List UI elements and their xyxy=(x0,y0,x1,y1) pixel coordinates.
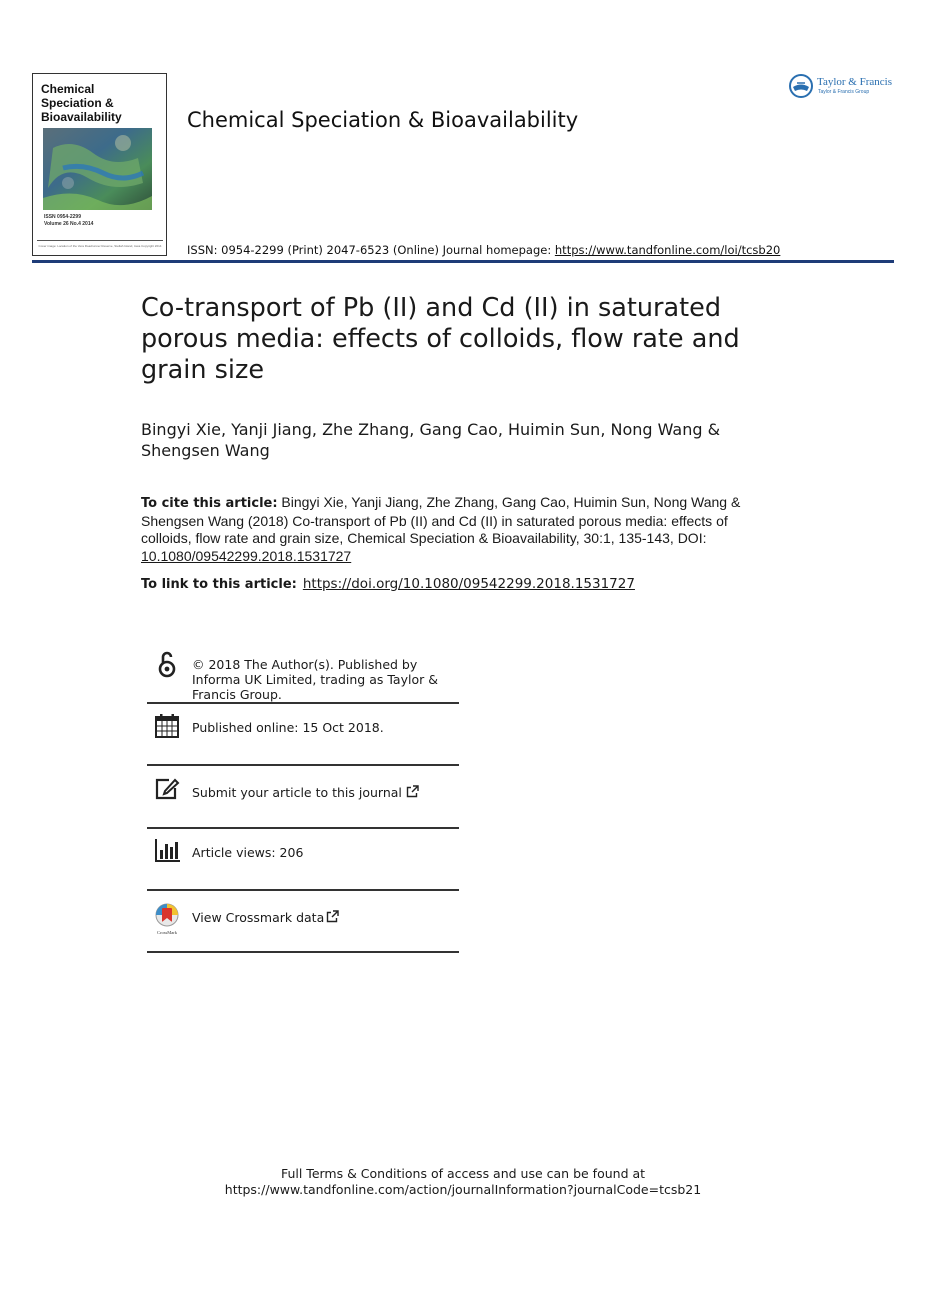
edit-icon xyxy=(153,775,181,803)
crossmark-caption: CrossMark xyxy=(157,930,177,935)
publisher-logo xyxy=(788,73,898,101)
cover-image xyxy=(43,128,152,282)
submit-label[interactable]: Submit your article to this journal xyxy=(192,785,402,800)
header-divider xyxy=(32,260,894,263)
article-title: Co-transport of Pb (II) and Cd (II) in saturated porous media: effects of colloids, flow rate and grain size xyxy=(141,293,740,385)
submit-text[interactable] xyxy=(192,785,467,800)
crossmark-label[interactable]: View Crossmark data xyxy=(192,910,325,925)
citation-label: To cite this article: xyxy=(141,496,278,511)
info-divider xyxy=(147,827,459,829)
crossmark-icon xyxy=(152,903,182,935)
cover-footnote: Cover image: Location of the Vera Roadrunner Reserve, Stellah Island, Iowa Copyright 2014 xyxy=(38,244,162,248)
article-doi-link[interactable]: https://doi.org/10.1080/09542299.2018.1531727 xyxy=(302,576,635,592)
info-divider xyxy=(147,889,459,891)
journal-name: Chemical Speciation & Bioavailability xyxy=(187,108,579,132)
open-access-row xyxy=(147,650,459,700)
journal-cover xyxy=(32,73,167,256)
cover-title-line: Bioavailability xyxy=(41,110,122,124)
external-link-icon xyxy=(326,910,339,923)
citation-text: Bingyi Xie, Yanji Jiang, Zhe Zhang, Gang Cao, Huimin Sun, Nong Wang & Shengsen Wang (2018) Co-transport of Pb (II) and Cd (II) in saturated porous media: effects of colloids, flow rate and grain size, Chemical Speciation & Bioavailability, 30:1, 135-143, DOI: xyxy=(141,494,741,546)
terms-line: Full Terms & Conditions of access and use can be found at xyxy=(280,1166,646,1181)
bar-chart-icon xyxy=(153,836,181,864)
citation-block xyxy=(141,494,766,565)
published-row xyxy=(147,712,459,762)
journal-homepage-link[interactable]: https://www.tandfonline.com/loi/tcsb20 xyxy=(554,243,781,257)
cover-volume-text: Volume 26 No.4 2014 xyxy=(44,221,94,227)
issn-text: ISSN: 0954-2299 (Print) 2047-6523 (Online) Journal homepage: xyxy=(187,243,555,257)
open-access-text: © 2018 The Author(s). Published by Informa UK Limited, trading as Taylor & Francis Group. xyxy=(192,657,438,702)
calendar-icon xyxy=(153,712,181,740)
terms-footer xyxy=(0,1166,926,1198)
citation-doi-link[interactable]: 10.1080/09542299.2018.1531727 xyxy=(141,547,352,564)
submit-row[interactable] xyxy=(147,774,459,824)
taylor-francis-logo-icon xyxy=(788,73,814,99)
external-link-icon xyxy=(406,785,419,798)
cover-title-line: Speciation & xyxy=(41,96,114,110)
views-text: Article views: 206 xyxy=(192,845,304,860)
terms-url[interactable]: https://www.tandfonline.com/action/journalInformation?journalCode=tcsb21 xyxy=(224,1182,702,1197)
published-text: Published online: 15 Oct 2018. xyxy=(192,720,384,735)
open-access-icon xyxy=(153,650,181,678)
article-authors: Bingyi Xie, Yanji Jiang, Zhe Zhang, Gang Cao, Huimin Sun, Nong Wang & Shengsen Wang xyxy=(141,420,721,460)
cover-issn xyxy=(44,214,93,228)
publisher-group: Taylor & Francis Group xyxy=(818,89,870,95)
crossmark-text[interactable] xyxy=(192,910,467,925)
article-link-label: To link to this article: xyxy=(141,577,297,592)
article-link-line xyxy=(141,576,635,592)
crossmark-row[interactable] xyxy=(147,899,459,949)
cover-divider xyxy=(37,240,163,241)
info-divider xyxy=(147,764,459,766)
cover-title xyxy=(41,82,165,124)
issn-line xyxy=(187,243,780,257)
info-divider xyxy=(147,951,459,953)
publisher-name: Taylor & Francis xyxy=(817,76,892,88)
views-row xyxy=(147,836,459,886)
cover-title-line: Chemical xyxy=(41,82,95,96)
cover-issn-text: ISSN 0954-2299 xyxy=(44,214,81,220)
info-divider xyxy=(147,702,459,704)
